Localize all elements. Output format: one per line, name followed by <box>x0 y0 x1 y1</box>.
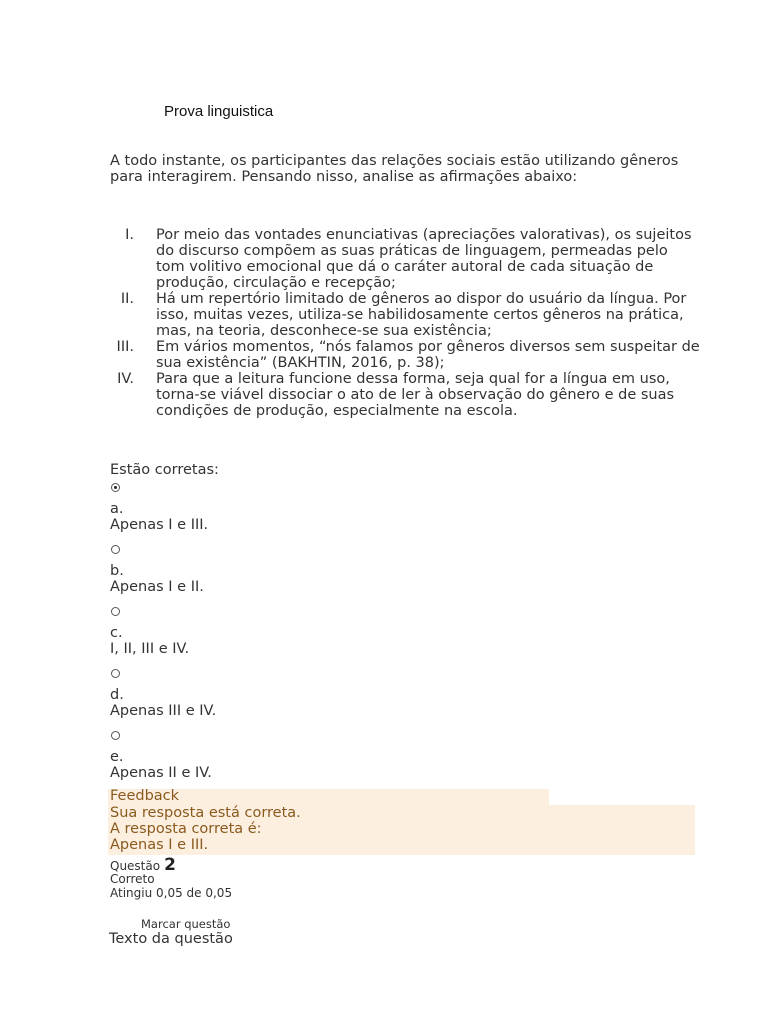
radio-button-a[interactable] <box>111 483 120 492</box>
feedback-correct-answer: Apenas I e III. <box>110 837 209 853</box>
feedback-heading: Feedback <box>110 788 180 804</box>
statement-number: III. <box>116 339 134 355</box>
option-a[interactable] <box>110 481 510 543</box>
statement-number: IV. <box>117 371 134 387</box>
option-text: Apenas II e IV. <box>110 765 212 781</box>
question-text-label: Texto da questão <box>109 931 233 947</box>
option-d[interactable] <box>110 667 510 729</box>
question-number: 2 <box>164 855 176 875</box>
option-letter: c. <box>110 625 123 641</box>
question-intro: A todo instante, os participantes das relações sociais estão utilizando gêneros para interagirem. Pensando nisso, analise as afirmações abaixo: <box>110 153 679 185</box>
statement-item <box>110 371 700 419</box>
option-text: Apenas I e III. <box>110 517 209 533</box>
feedback-correct-label: A resposta correta é: <box>110 821 262 837</box>
statement-number: II. <box>120 291 134 307</box>
option-text: Apenas I e II. <box>110 579 204 595</box>
statement-item <box>110 227 700 291</box>
option-text: Apenas III e IV. <box>110 703 217 719</box>
option-letter: d. <box>110 687 124 703</box>
answer-options <box>110 481 510 791</box>
statement-item <box>110 339 700 371</box>
option-letter: a. <box>110 501 124 517</box>
question-status: Correto <box>110 872 155 886</box>
flag-question-link[interactable]: Marcar questão <box>141 917 231 931</box>
statement-text: Para que a leitura funcione dessa forma, seja qual for a língua em uso, torna-se viável dissociar o ato de ler à observação do gênero e de suas condições de produção, especialmente na escola. <box>156 371 675 419</box>
radio-button-c[interactable] <box>111 607 120 616</box>
radio-button-d[interactable] <box>111 669 120 678</box>
option-letter: b. <box>110 563 124 579</box>
answer-prompt: Estão corretas: <box>110 462 219 478</box>
option-text: I, II, III e IV. <box>110 641 190 657</box>
statement-text: Há um repertório limitado de gêneros ao dispor do usuário da língua. Por isso, muitas vezes, utiliza-se habilidosamente certos gêneros na prática, mas, na teoria, desconhece-se sua existência; <box>156 291 687 339</box>
feedback-result: Sua resposta está correta. <box>110 805 301 821</box>
option-e[interactable] <box>110 729 510 791</box>
radio-button-b[interactable] <box>111 545 120 554</box>
question-score: Atingiu 0,05 de 0,05 <box>110 886 233 900</box>
option-b[interactable] <box>110 543 510 605</box>
statement-number: I. <box>125 227 134 243</box>
statement-list <box>110 227 700 419</box>
option-letter: e. <box>110 749 124 765</box>
option-c[interactable] <box>110 605 510 667</box>
question-label: Questão <box>110 859 161 873</box>
statement-item <box>110 291 700 339</box>
page-title: Prova linguistica <box>164 103 274 120</box>
statement-text: Por meio das vontades enunciativas (apreciações valorativas), os sujeitos do discurso compõem as suas práticas de linguagem, permeadas pelo tom volitivo emocional que dá o caráter autoral de cada situação de produção, circulação e recepção; <box>156 227 692 291</box>
statement-text: Em vários momentos, “nós falamos por gêneros diversos sem suspeitar de sua existência” (BAKHTIN, 2016, p. 38); <box>156 339 700 371</box>
radio-button-e[interactable] <box>111 731 120 740</box>
